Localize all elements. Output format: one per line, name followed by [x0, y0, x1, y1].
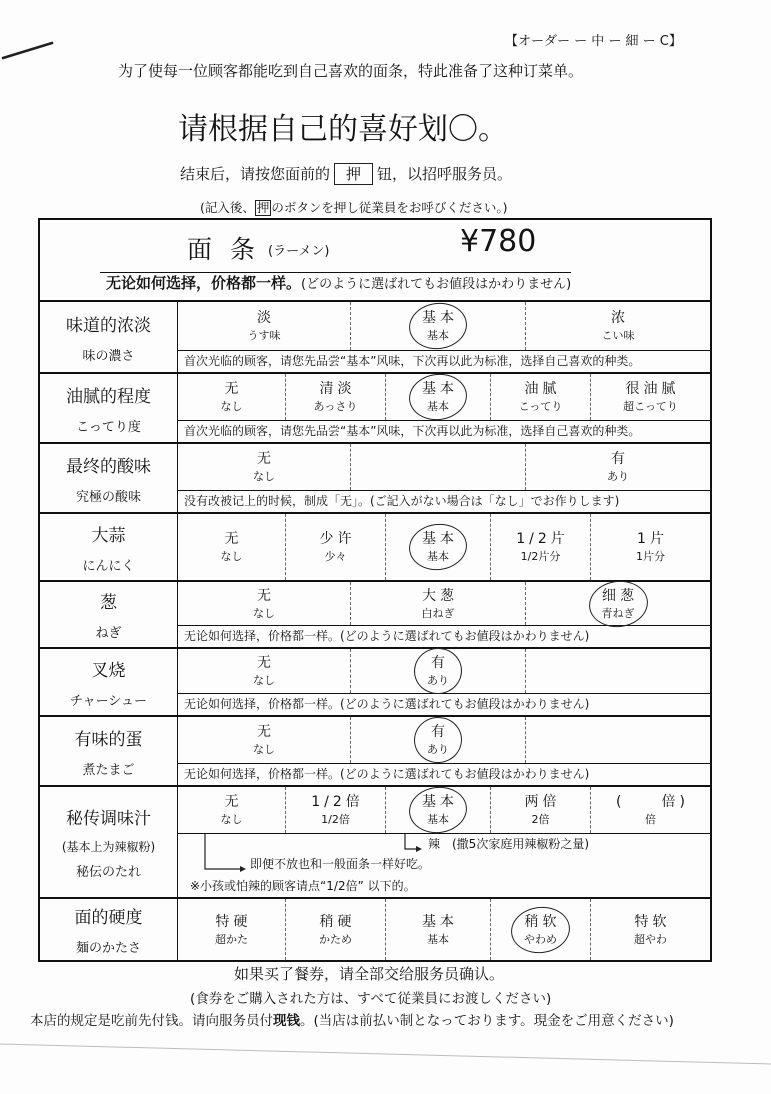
row-label-cn: 油腻的程度: [66, 386, 151, 407]
option-cell-empty: [350, 444, 525, 490]
option-content: [427, 723, 449, 757]
option-jp: 超こってり: [623, 400, 678, 413]
option-jp: 2倍: [531, 813, 550, 826]
option-content: [221, 380, 243, 414]
option-cell: [285, 514, 385, 580]
row-label-jp: ねぎ: [95, 626, 122, 641]
option-content: [422, 530, 458, 564]
row-label-jp: 麺のかたさ: [75, 941, 141, 956]
option-jp: 基本: [427, 329, 449, 342]
option-jp: こい味: [601, 329, 635, 342]
call-button-label: 押: [334, 163, 373, 185]
row-label-cn: 味道的浓淡: [66, 315, 151, 336]
option-cell: [590, 899, 710, 960]
option-cell: [525, 302, 710, 350]
option-cn: 1/2倍: [311, 794, 364, 810]
row-richness: [40, 372, 710, 442]
footer-prepay-end: 。(当店は前払い制となっております。現金をご用意ください): [300, 1013, 674, 1029]
option-jp: なし: [220, 400, 243, 413]
row-label-sub: (基本上为辣椒粉): [61, 840, 156, 854]
sauce-notes: [178, 834, 710, 897]
row-label-cn: 大蒜: [91, 525, 126, 546]
option-cn: 少许: [319, 531, 356, 547]
order-code: 【オーダー ー 中 ー 細 ー C】: [505, 34, 682, 49]
row-note: 无论如何选择，价格都一样。(どのように選ばれてもお値段はかわりません): [178, 693, 710, 715]
option-jp: 基本: [427, 813, 449, 826]
option-content: [516, 530, 569, 564]
option-cell: [178, 514, 285, 580]
option-group: [178, 444, 710, 490]
option-cn: 有: [431, 724, 449, 740]
order-form-table: [38, 218, 712, 962]
row-label: [40, 582, 178, 647]
price-note-jp: (どのように選ばれてもお値段はかわりません): [301, 277, 572, 292]
call-button-label-jp: 押: [256, 200, 270, 215]
menu-price: ¥780: [460, 224, 537, 259]
row-label-jp: こってり度: [76, 419, 141, 435]
option-content: [253, 587, 275, 621]
instruction: [180, 163, 512, 185]
row-noodle-firmness: [40, 897, 710, 960]
row-label: [40, 514, 178, 580]
option-cell: [350, 302, 525, 350]
row-label: [40, 717, 178, 785]
sauce-note-spicy: 辣 (撒5次家庭用辣椒粉之量): [428, 837, 589, 851]
option-cn: 特软: [634, 913, 671, 930]
option-content: [601, 587, 638, 621]
option-group: [178, 649, 710, 693]
option-content: [319, 913, 356, 947]
option-content: [427, 654, 449, 688]
option-jp: 基本: [427, 932, 449, 946]
option-jp: なし: [253, 674, 275, 687]
option-content: [314, 380, 358, 414]
price-note: [100, 272, 571, 294]
option-content: [421, 587, 458, 621]
row-sourness: [40, 442, 710, 512]
option-jp: かため: [319, 932, 352, 946]
sauce-note-without: 即便不放也和一般面条一样好吃。: [250, 857, 431, 871]
option-content: [602, 309, 635, 343]
option-group: [178, 514, 710, 580]
option-cn: 无: [224, 794, 243, 810]
menu-header: [40, 220, 710, 300]
option-group: [178, 787, 710, 834]
intro-text: 为了使每一位顾客都能吃到自己喜欢的面条，特此准备了这种订菜单。: [118, 62, 584, 80]
option-jp: なし: [253, 606, 275, 620]
menu-item-name: 面条: [187, 235, 274, 264]
option-cn: 无: [257, 724, 275, 740]
option-cell: [490, 374, 590, 420]
option-cell-empty: [525, 649, 710, 693]
option-cell: [178, 899, 285, 960]
option-jp: 超やわ: [634, 932, 667, 946]
sauce-note-children: ※小孩或怕辣的顾客请点“1/2倍” 以下的。: [190, 879, 416, 893]
option-content: [215, 913, 252, 947]
option-cell: [178, 582, 350, 625]
menu-item-name-jp: (ラーメン): [268, 244, 330, 259]
option-cn: 无: [224, 381, 243, 397]
row-note: 首次光临的顾客，请您先品尝“基本”风味，下次再以此为标准，选择自己喜欢的种类。: [178, 420, 710, 442]
option-jp: 基本: [427, 550, 449, 563]
option-content: [221, 793, 243, 827]
row-note: 无论如何选择，价格都一样。(どのように選ばれてもお値段はかわりません): [178, 625, 710, 647]
option-cn: 油腻: [524, 381, 561, 397]
row-label-jp: 煮たまご: [82, 762, 135, 778]
option-content: [519, 380, 563, 414]
price-note-cn: 无论如何选择，价格都一样。: [106, 274, 302, 292]
option-cn: 有: [431, 655, 449, 671]
option-content: [311, 793, 364, 827]
row-label-cn: 葱: [100, 593, 117, 613]
option-jp: あっさり: [313, 400, 358, 413]
page-edge-line: [0, 1030, 771, 1070]
instruction-jp-before: (記入後、: [200, 200, 255, 215]
option-jp: 白ねぎ: [421, 606, 455, 620]
row-label-cn: 有味的蛋: [74, 729, 143, 750]
row-label-cn: 最终的酸味: [66, 456, 151, 477]
option-cell: [285, 374, 385, 420]
row-label-cn: 面的硬度: [74, 908, 143, 928]
row-label-jp: にんにく: [82, 558, 135, 574]
option-cn: ( 倍): [616, 794, 689, 810]
option-content: [248, 309, 281, 343]
option-content: [253, 654, 275, 688]
footer-ticket-note-jp: (食券をご購入された方は、すべて従業員にお渡しください): [190, 991, 552, 1007]
row-label: [40, 649, 178, 715]
option-cn: 浓: [611, 310, 629, 326]
option-cn: 基本: [422, 913, 458, 930]
footer-prepay-start: 本店的规定是吃前先付钱。请向服务员付: [30, 1013, 273, 1029]
option-cell: [178, 302, 350, 350]
option-group: [178, 302, 710, 350]
row-label: [40, 374, 178, 442]
option-cell: [385, 374, 490, 420]
footer-prepay-note: [30, 1009, 674, 1029]
option-cn: 清淡: [319, 381, 356, 397]
option-jp: 超かた: [215, 932, 248, 946]
option-cell: [178, 649, 350, 693]
option-jp: 1片分: [636, 550, 665, 563]
option-content: [422, 309, 458, 343]
option-content: [623, 380, 678, 414]
option-cn: 1/2片: [516, 531, 569, 547]
row-label: [40, 899, 178, 960]
option-cell-empty: [525, 717, 710, 763]
row-note: 没有改被记上的时候，制成「无」。(ご記入がない場合は「なし」でお作りします): [178, 490, 710, 512]
option-cell: [178, 374, 285, 420]
option-cell: [490, 787, 590, 833]
option-jp: うす味: [247, 329, 281, 342]
option-group: [178, 374, 710, 420]
option-cn: 特硬: [215, 913, 252, 930]
option-jp: なし: [220, 813, 243, 826]
option-content: [422, 380, 458, 414]
option-cn: 稍硬: [319, 913, 356, 930]
option-group: [178, 899, 710, 960]
row-label-cn: 秘传调味汁: [66, 809, 151, 829]
option-content: [616, 793, 689, 827]
row-secret-sauce: [40, 785, 710, 897]
option-cell: [350, 582, 525, 625]
option-content: [422, 793, 458, 827]
option-cn: 无: [224, 531, 243, 547]
option-cell: [385, 514, 490, 580]
option-content: [636, 530, 668, 564]
option-jp: 1/2倍: [321, 813, 350, 826]
option-content: [634, 913, 671, 947]
instruction-before: 结束后，请按您面前的: [180, 165, 331, 183]
option-cell: [178, 787, 285, 833]
option-cell: [590, 787, 710, 833]
option-cn: 1片: [637, 531, 668, 547]
option-cell: [178, 444, 350, 490]
option-content: [253, 450, 275, 484]
option-jp: あり: [427, 674, 449, 687]
row-label: [40, 302, 178, 372]
option-jp: こってり: [518, 400, 563, 413]
option-cn: 有: [611, 451, 629, 467]
option-cn: 很油腻: [625, 381, 680, 397]
option-cell: [525, 582, 710, 625]
row-note: 无论如何选择，价格都一样。(どのように選ばれてもお値段はかわりません): [178, 763, 710, 785]
option-cn: 基本: [422, 381, 458, 397]
page-title: 请根据自己的喜好划〇。: [178, 112, 508, 147]
option-cell: [490, 514, 590, 580]
option-jp: やわめ: [524, 932, 557, 946]
option-cell: [285, 787, 385, 833]
option-jp: あり: [427, 743, 449, 756]
option-cell: [590, 374, 710, 420]
option-group: [178, 717, 710, 763]
option-cn: 稍软: [524, 913, 561, 930]
option-cell: [178, 717, 350, 763]
option-cn: 细葱: [602, 587, 638, 604]
instruction-jp: [200, 198, 508, 216]
row-note: 首次光临的顾客，请您先品尝“基本”风味，下次再以此为标准，选择自己喜欢的种类。: [178, 350, 710, 372]
row-green-onion: [40, 580, 710, 647]
instruction-after: 钮，以招呼服务员。: [377, 165, 513, 183]
option-jp: なし: [253, 470, 275, 483]
row-seasoned-egg: [40, 715, 710, 785]
option-content: [607, 450, 629, 484]
option-cn: 无: [257, 451, 275, 467]
option-cell: [525, 444, 710, 490]
option-cn: 基本: [422, 794, 458, 810]
row-garlic: [40, 512, 710, 580]
option-jp: なし: [253, 743, 275, 756]
option-cell: [385, 899, 490, 960]
option-content: [221, 530, 243, 564]
instruction-jp-after: のボタンを押し従業員をお呼びください。): [271, 200, 508, 215]
option-cn: 两倍: [524, 794, 561, 810]
option-cell: [590, 514, 710, 580]
option-group: [178, 582, 710, 625]
row-label-jp: 究極の酸味: [75, 489, 141, 505]
option-content: [253, 723, 275, 757]
option-cell: [350, 717, 525, 763]
row-label-jp: 秘伝のたれ: [75, 865, 141, 880]
option-content: [524, 793, 561, 827]
option-content: [319, 530, 356, 564]
option-jp: あり: [607, 470, 629, 483]
row-label: [40, 444, 178, 512]
row-label: [40, 787, 178, 897]
row-label-jp: 味の濃さ: [82, 348, 135, 364]
row-flavor-strength: [40, 300, 710, 372]
option-cn: 基本: [422, 310, 458, 326]
option-jp: 倍: [645, 813, 656, 826]
option-jp: 少々: [324, 550, 347, 563]
option-cn: 基本: [422, 531, 458, 547]
option-jp: 1/2片分: [520, 550, 561, 563]
footer-ticket-note: 如果买了餐券，请全部交给服务员确认。: [234, 965, 505, 983]
option-cell: [385, 787, 490, 833]
option-cn: 无: [257, 655, 275, 671]
option-jp: 青ねぎ: [601, 606, 635, 620]
row-chashu: [40, 647, 710, 715]
option-content: [422, 913, 458, 947]
option-jp: なし: [220, 550, 243, 563]
option-cn: 大葱: [422, 587, 458, 604]
option-cell: [490, 899, 590, 960]
option-cn: 淡: [257, 310, 275, 326]
option-cn: 无: [257, 587, 275, 604]
option-content: [524, 913, 561, 947]
option-jp: 基本: [427, 400, 449, 413]
row-label-cn: 叉烧: [91, 660, 126, 681]
row-label-jp: チャーシュー: [69, 693, 148, 709]
option-cell: [350, 649, 525, 693]
option-cell: [285, 899, 385, 960]
pen-stroke-mark: [0, 38, 60, 64]
footer-prepay-bold: 现钱: [273, 1013, 300, 1029]
